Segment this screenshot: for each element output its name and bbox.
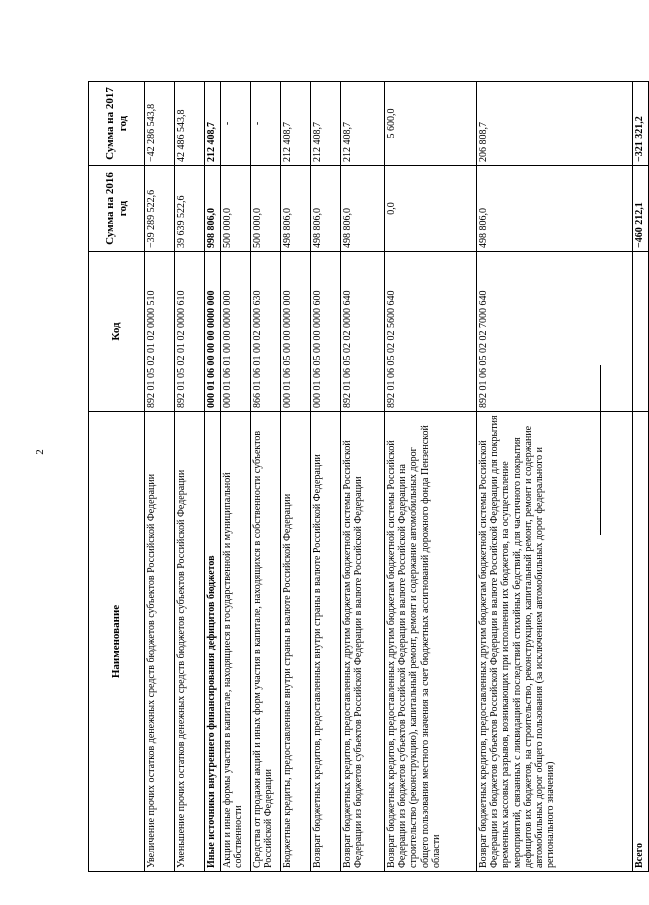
table-row	[145, 82, 175, 872]
row-name: Уменьшение прочих остатков денежных средств бюджетов субъектов Российской Федерации	[175, 412, 205, 872]
row-sum-2016: 498 806,0	[477, 166, 633, 252]
row-sum-2017: 212 408,7	[311, 82, 341, 166]
row-sum-2016: 498 806,0	[281, 166, 311, 252]
row-sum-2016: 0,0	[385, 166, 477, 252]
row-name: Возврат бюджетных кредитов, предоставленных другим бюджетам бюджетной системы Российской Федерации из бюджетов субъектов Российской Федерации в валюте Российской Федерации на строительство (реконструкцию), капитальный ремонт, ремонт и содержание автомобильных дорог общего пользования местного значения за счет бюджетных ассигнований дорожного фонда Пензенской области	[385, 412, 477, 872]
row-code: 866 01 06 01 00 02 0000 630	[251, 252, 281, 412]
row-code: 892 01 05 02 01 02 0000 510	[145, 252, 175, 412]
row-name: Увеличение прочих остатков денежных средств бюджетов субъектов Российской Федерации	[145, 412, 175, 872]
row-sum-2016: −460 212,1	[633, 166, 649, 252]
row-sum-2017: −321 321,2	[633, 82, 649, 166]
row-code: 000 01 06 05 00 00 0000 000	[281, 252, 311, 412]
row-sum-2017: 212 408,7	[205, 82, 221, 166]
row-sum-2017: −42 286 543,8	[145, 82, 175, 166]
row-name: Акции и иные формы участия в капитале, находящиеся в государственной и муниципальной собственности	[221, 412, 251, 872]
row-code: 000 01 06 01 00 00 0000 000	[221, 252, 251, 412]
row-name: Бюджетные кредиты, предоставленные внутри страны в валюте Российской Федерации	[281, 412, 311, 872]
row-sum-2017: -	[251, 82, 281, 166]
row-name: Возврат бюджетных кредитов, предоставленных другим бюджетам бюджетной системы Российской Федерации из бюджетов субъектов Российской Федерации в валюте Российской Федерации для покрытия временных кассовых разрывов, возникающих при исполнении их бюджетов, на осуществление мероприятий, связанных с ликвидацией последствий стихийных бедствий, для частичного покрытия дефицитов их бюджетов, на строительство, реконструкцию, капитальный ремонт, ремонт и содержание автомобильных дорог общего пользования (за исключением автомобильных дорог федерального и регионального значения)	[477, 412, 633, 872]
table-row	[341, 82, 385, 872]
row-sum-2017: -	[221, 82, 251, 166]
row-name: Возврат бюджетных кредитов, предоставленных другим бюджетам бюджетной системы Российской Федерации из бюджетов субъектов Российской Федерации в валюте Российской Федерации	[341, 412, 385, 872]
row-name: Всего	[633, 412, 649, 872]
row-code: 000 01 06 05 00 00 0000 600	[311, 252, 341, 412]
table-row	[477, 82, 633, 872]
row-code: 892 01 06 05 02 02 5600 640	[385, 252, 477, 412]
header-code: Код	[89, 252, 145, 412]
header-name: Наименование	[89, 412, 145, 872]
page-number: 2	[34, 449, 46, 455]
row-name: Средства от продажи акций и иных форм участия в капитале, находящихся в собственности субъектов Российской Федерации	[251, 412, 281, 872]
table-container	[88, 82, 645, 872]
row-code: 892 01 06 05 02 02 0000 640	[341, 252, 385, 412]
row-code: 892 01 06 05 02 02 7000 640	[477, 252, 633, 412]
table-row	[281, 82, 311, 872]
row-sum-2016: 498 806,0	[341, 166, 385, 252]
table-row	[385, 82, 477, 872]
table-row	[205, 82, 221, 872]
header-sum-2017: Сумма на 2017 год	[89, 82, 145, 166]
row-sum-2016: 500 000,0	[221, 166, 251, 252]
row-name: Иные источники внутреннего финансирования дефицитов бюджетов	[205, 412, 221, 872]
row-code: 000 01 06 00 00 00 0000 000	[205, 252, 221, 412]
row-sum-2016: 39 639 522,6	[175, 166, 205, 252]
financing-sources-table	[88, 81, 649, 872]
row-name: Возврат бюджетных кредитов, предоставленных внутри страны в валюте Российской Федерации	[311, 412, 341, 872]
row-sum-2017: 212 408,7	[341, 82, 385, 166]
table-row-total	[633, 82, 649, 872]
row-sum-2017: 42 486 543,8	[175, 82, 205, 166]
header-sum-2016: Сумма на 2016 год	[89, 166, 145, 252]
row-sum-2016: 500 000,0	[251, 166, 281, 252]
row-sum-2016: −39 289 522,6	[145, 166, 175, 252]
row-sum-2016: 498 806,0	[311, 166, 341, 252]
row-code	[633, 252, 649, 412]
row-sum-2017: 212 408,7	[281, 82, 311, 166]
row-sum-2017: 206 808,7	[477, 82, 633, 166]
table-row	[251, 82, 281, 872]
table-row	[175, 82, 205, 872]
row-sum-2017: 5 600,0	[385, 82, 477, 166]
table-header-row	[89, 82, 145, 872]
table-row	[221, 82, 251, 872]
row-code: 892 01 05 02 01 02 0000 610	[175, 252, 205, 412]
row-sum-2016: 998 806,0	[205, 166, 221, 252]
table-row	[311, 82, 341, 872]
